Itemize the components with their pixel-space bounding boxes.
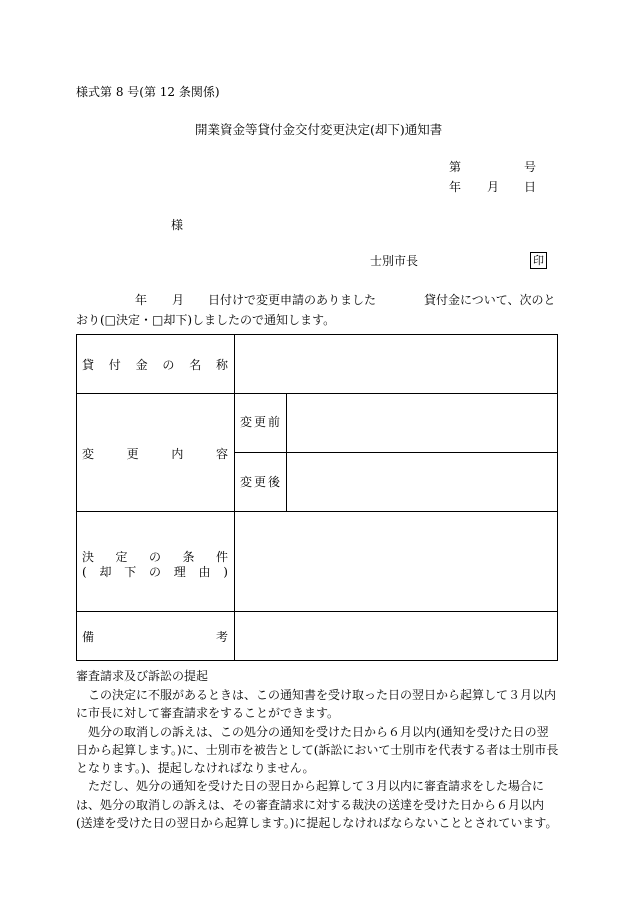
- form-number: 様式第 8 号(第 12 条関係): [76, 85, 220, 99]
- appeal-body: [76, 686, 560, 832]
- decision-conditions-label: 決 定 の 条 件: [82, 550, 228, 564]
- intro-month: 月: [172, 293, 185, 307]
- document-title: 開業資金等貸付金交付変更決定(却下)通知書: [195, 122, 443, 137]
- intro-text-a: 日付けで変更申請のありました: [208, 293, 377, 307]
- appeal-paragraph-3: ただし、処分の通知を受けた日の翌日から起算して３月以内に審査請求をした場合には、処分の取消しの訴えは、その審査請求に対する裁決の送達を受けた日から６月以内(送達を受けた日の翌日から起算します。)に提起しなければならないこととされています。: [76, 779, 558, 831]
- loan-name-label: 貸 付 金 の 名 称: [82, 358, 228, 372]
- ref-dai: 第: [449, 160, 462, 174]
- intro-text-b: 貸付金について、次のと: [424, 293, 556, 307]
- ref-go: 号: [524, 160, 537, 174]
- after-change-label: 変更後: [240, 475, 283, 489]
- remarks-label: 備 考: [82, 630, 228, 644]
- issuer: 士別市長: [370, 254, 419, 268]
- addressee-suffix: 様: [171, 218, 184, 232]
- date-day: 日: [524, 180, 537, 194]
- before-change-label: 変更前: [240, 415, 283, 429]
- appeal-paragraph-2: 処分の取消しの訴えは、この処分の通知を受けた日から６月以内(通知を受けた日の翌日から起算します。)に、士別市を被告として(訴訟において士別市を代表する者は士別市長となります。)、提起しなければなりません。: [76, 724, 559, 776]
- date-year: 年: [449, 180, 462, 194]
- change-content-label: 変 更 内 容: [82, 447, 228, 461]
- appeal-paragraph-1: この決定に不服があるときは、この通知書を受け取った日の翌日から起算して３月以内に市長に対して審査請求をすることができます。: [76, 688, 557, 721]
- date-month: 月: [487, 180, 500, 194]
- seal-mark: 印: [530, 252, 547, 269]
- rejection-reason-label: ( 却 下 の 理 由 ): [82, 564, 228, 579]
- appeal-heading: 審査請求及び訴訟の提起: [76, 669, 209, 683]
- intro-line2: おり(□決定・□却下)しましたので通知します。: [76, 313, 336, 327]
- intro-year: 年: [135, 293, 148, 307]
